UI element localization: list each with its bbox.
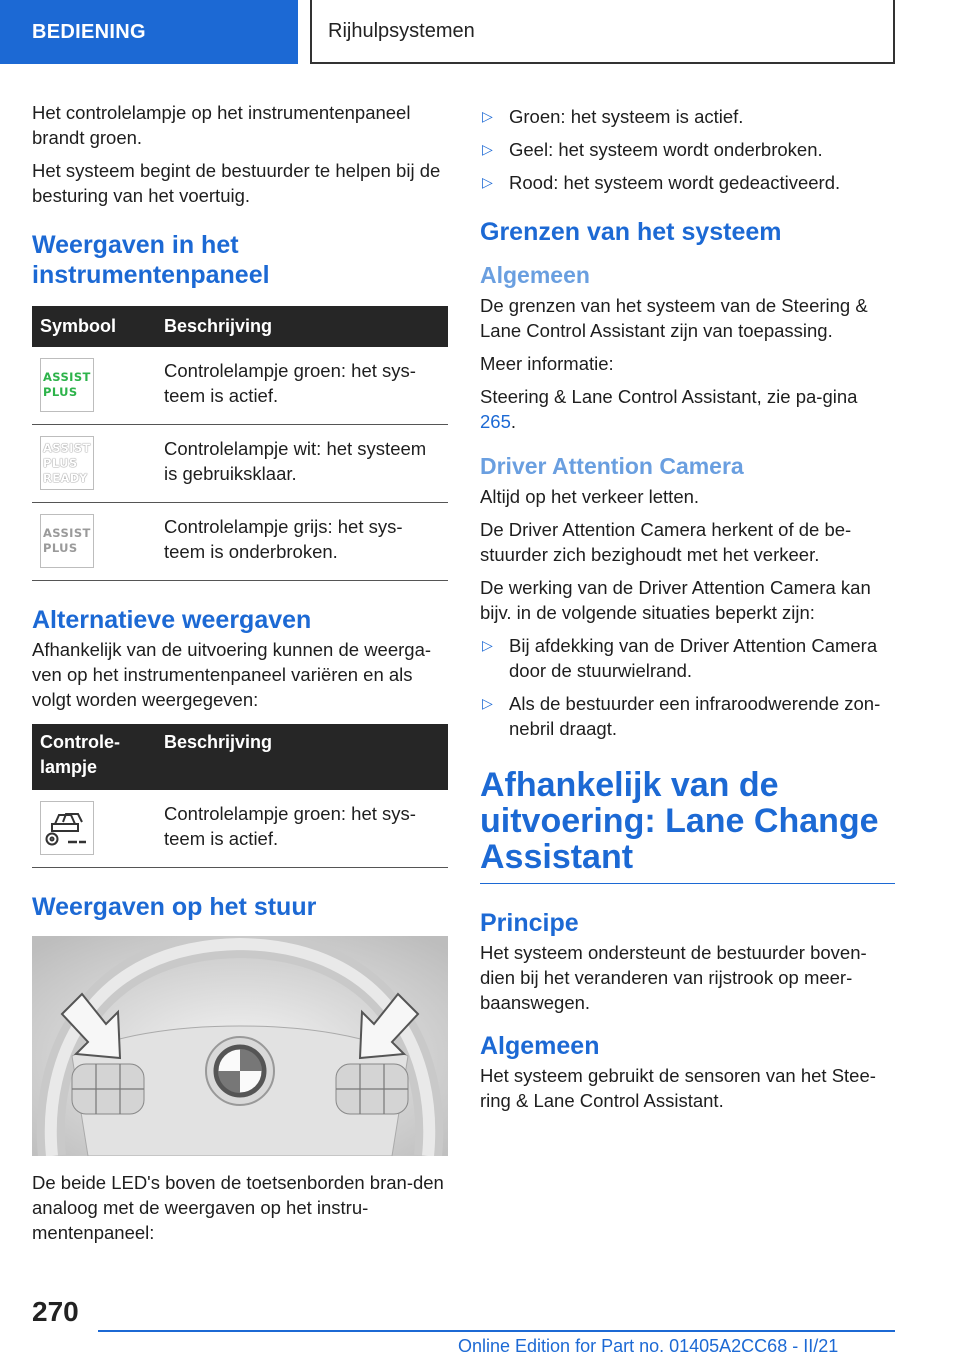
table-row (32, 503, 448, 581)
triangle-bullet-icon: ▷ (482, 174, 493, 190)
row-description: Controlelampje wit: het systeem is gebruiksklaar. (156, 425, 448, 503)
assist-plus-green-icon (40, 358, 94, 412)
icon-text: ASSIST (43, 370, 91, 384)
icon-text: ASSIST (43, 526, 91, 540)
heading-instrument-displays: Weergaven in het instrumentenpaneel (32, 231, 270, 289)
camera-paragraph-3: De werking van de Driver Attention Camera kan bijv. in de volgende situaties beperkt zijn: (480, 577, 871, 623)
heading-system-limits: Grenzen van het systeem (480, 218, 782, 246)
heading-alternative-displays: Alternatieve weergaven (32, 606, 312, 634)
table-row (32, 425, 448, 503)
intro-paragraph-2: Het systeem begint de bestuurder te helpen bij de besturing van het voertuig. (32, 160, 441, 206)
icon-text: PLUS (43, 541, 78, 555)
camera-paragraph-1: Altijd op het verkeer letten. (480, 486, 700, 507)
table-row (32, 790, 448, 868)
heading-general: Algemeen (480, 1032, 600, 1060)
table-row (32, 347, 448, 425)
indicator-table (32, 724, 448, 868)
list-item: ▷ Geel: het systeem wordt onderbroken. (482, 139, 823, 160)
wheel-caption: De beide LED's boven de toetsenborden bran-den analoog met de weergaven op het instru-mentenpaneel: (32, 1172, 444, 1243)
general2-paragraph: Het systeem gebruikt de sensoren van het Stee-ring & Lane Control Assistant. (480, 1065, 876, 1111)
column-header-indicator: Controle-lampje (32, 724, 156, 790)
list-item: ▷ Bij afdekking van de Driver Attention Camera door de stuurwielrand. (482, 635, 878, 681)
edition-text: Online Edition for Part no. 01405A2CC68 - II/21 (458, 1336, 839, 1356)
heading-principle: Principe (480, 909, 579, 937)
page-reference-link[interactable]: 265 (480, 411, 511, 432)
subheading-general: Algemeen (480, 262, 590, 288)
page-header (0, 0, 960, 66)
status-list (480, 104, 895, 195)
chapter-tab[interactable]: Rijhulpsystemen (310, 0, 895, 64)
camera-limits-list (480, 633, 895, 741)
steering-wheel-image (32, 936, 448, 1156)
subheading-driver-attention-camera: Driver Attention Camera (480, 453, 744, 479)
more-info-label: Meer informatie: (480, 353, 614, 374)
row-description: Controlelampje grijs: het sys-teem is onderbroken. (156, 503, 448, 581)
row-description: Controlelampje groen: het sys-teem is actief. (156, 790, 448, 868)
column-header-description: Beschrijving (156, 306, 448, 347)
footer-divider (98, 1330, 895, 1332)
table-header-row (32, 306, 448, 347)
triangle-bullet-icon: ▷ (482, 108, 493, 124)
icon-text: ASSIST (43, 440, 91, 455)
reference-paragraph: Steering & Lane Control Assistant, zie pa-gina 265. (480, 386, 858, 432)
row-description: Controlelampje groen: het sys-teem is actief. (156, 347, 448, 425)
assist-plus-ready-white-icon (40, 436, 94, 490)
left-column (32, 100, 448, 1253)
column-header-description: Beschrijving (156, 724, 448, 790)
list-item: ▷ Groen: het systeem is actief. (482, 106, 744, 127)
right-column (480, 104, 895, 1121)
triangle-bullet-icon: ▷ (482, 637, 493, 653)
icon-text: PLUS (43, 455, 78, 470)
page-number: 270 (32, 1296, 79, 1327)
alt-paragraph: Afhankelijk van de uitvoering kunnen de weerga-ven op het instrumentenpaneel variëren en als volgt worden weergegeven: (32, 639, 432, 710)
general-paragraph: De grenzen van het systeem van de Steering & Lane Control Assistant zijn van toepassing. (480, 295, 868, 341)
section-tab[interactable]: BEDIENING (0, 0, 298, 64)
icon-text: PLUS (43, 385, 78, 399)
principle-paragraph: Het systeem ondersteunt de bestuurder boven-dien bij het veranderen van rijstrook op meer-baanswegen. (480, 942, 867, 1013)
assist-plus-grey-icon (40, 514, 94, 568)
column-header-symbol: Symbool (32, 306, 156, 347)
heading-lane-change-assistant: Afhankelijk van de uitvoering: Lane Change Assistant (480, 767, 895, 884)
lane-assist-icon (40, 801, 94, 855)
list-item: ▷ Rood: het systeem wordt gedeactiveerd. (482, 172, 841, 193)
symbol-table (32, 306, 448, 581)
camera-paragraph-2: De Driver Attention Camera herkent of de be-stuurder zich bezighoudt met het verkeer. (480, 519, 852, 565)
table-header-row (32, 724, 448, 790)
triangle-bullet-icon: ▷ (482, 141, 493, 157)
list-item: ▷ Als de bestuurder een infraroodwerende zon-nebril draagt. (482, 693, 881, 739)
intro-paragraph-1: Het controlelampje op het instrumentenpaneel brandt groen. (32, 102, 411, 148)
triangle-bullet-icon: ▷ (482, 695, 493, 711)
heading-wheel-displays: Weergaven op het stuur (32, 893, 317, 921)
icon-text: READY (43, 470, 88, 485)
